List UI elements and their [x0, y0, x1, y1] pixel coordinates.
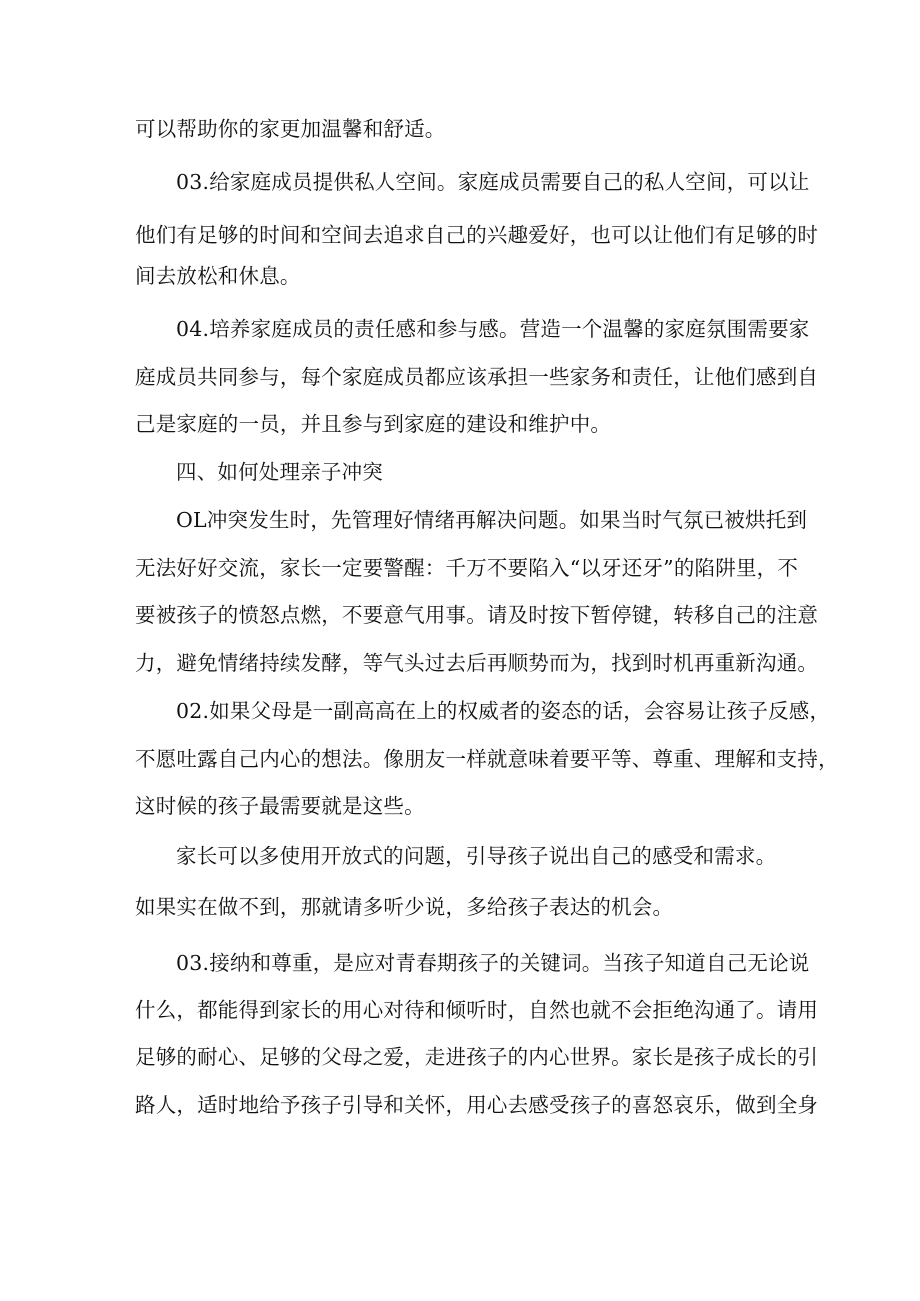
- text-line: 路人，适时地给予孩子引导和关怀，用心去感受孩子的喜怒哀乐，做到全身: [135, 1093, 819, 1117]
- text-line: 如果实在做不到，那就请多听少说，多给孩子表达的机会。: [135, 895, 674, 919]
- text-line: 他们有足够的时间和空间去追求自己的兴趣爱好，也可以让他们有足够的时: [135, 223, 819, 247]
- text-line: 03.接纳和尊重，是应对青春期孩子的关键词。当孩子知道自己无论说: [176, 951, 810, 975]
- text-line: 力，避免情绪持续发酵，等气头过去后再顺势而为，找到时机再重新沟通。: [135, 651, 819, 675]
- text-line: 可以帮助你的家更加温馨和舒适。: [135, 117, 446, 141]
- text-line: 足够的耐心、足够的父母之爱，走进孩子的内心世界。家长是孩子成长的引: [135, 1045, 819, 1069]
- text-line: 这时候的孩子最需要就是这些。: [135, 794, 425, 818]
- text-line: 04.培养家庭成员的责任感和参与感。营造一个温馨的家庭氛围需要家: [176, 317, 810, 341]
- text-line: 要被孩子的愤怒点燃，不要意气用事。请及时按下暂停键，转移自己的注意: [135, 603, 819, 627]
- text-line: 庭成员共同参与，每个家庭成员都应该承担一些家务和责任，让他们感到自: [135, 365, 819, 389]
- text-line: 02.如果父母是一副高高在上的权威者的姿态的话，会容易让孩子反感，: [176, 699, 831, 723]
- text-line: 家长可以多使用开放式的问题，引导孩子说出自己的感受和需求。: [176, 844, 777, 868]
- text-line: 什么，都能得到家长的用心对待和倾听时，自然也就不会拒绝沟通了。请用: [135, 998, 819, 1022]
- text-line: 03.给家庭成员提供私人空间。家庭成员需要自己的私人空间，可以让: [176, 170, 810, 194]
- text-line: 不愿吐露自己内心的想法。像朋友一样就意味着要平等、尊重、理解和支持，: [135, 747, 839, 771]
- text-line: 间去放松和休息。: [135, 264, 301, 288]
- text-line: 四、如何处理亲子冲突: [176, 460, 383, 484]
- text-line: 无法好好交流，家长一定要警醒：千万不要陷入“以牙还牙”的陷阱里，不: [135, 556, 799, 580]
- text-line: OL冲突发生时，先管理好情绪再解决问题。如果当时气氛已被烘托到: [176, 508, 808, 532]
- text-line: 己是家庭的一员，并且参与到家庭的建设和维护中。: [135, 412, 612, 436]
